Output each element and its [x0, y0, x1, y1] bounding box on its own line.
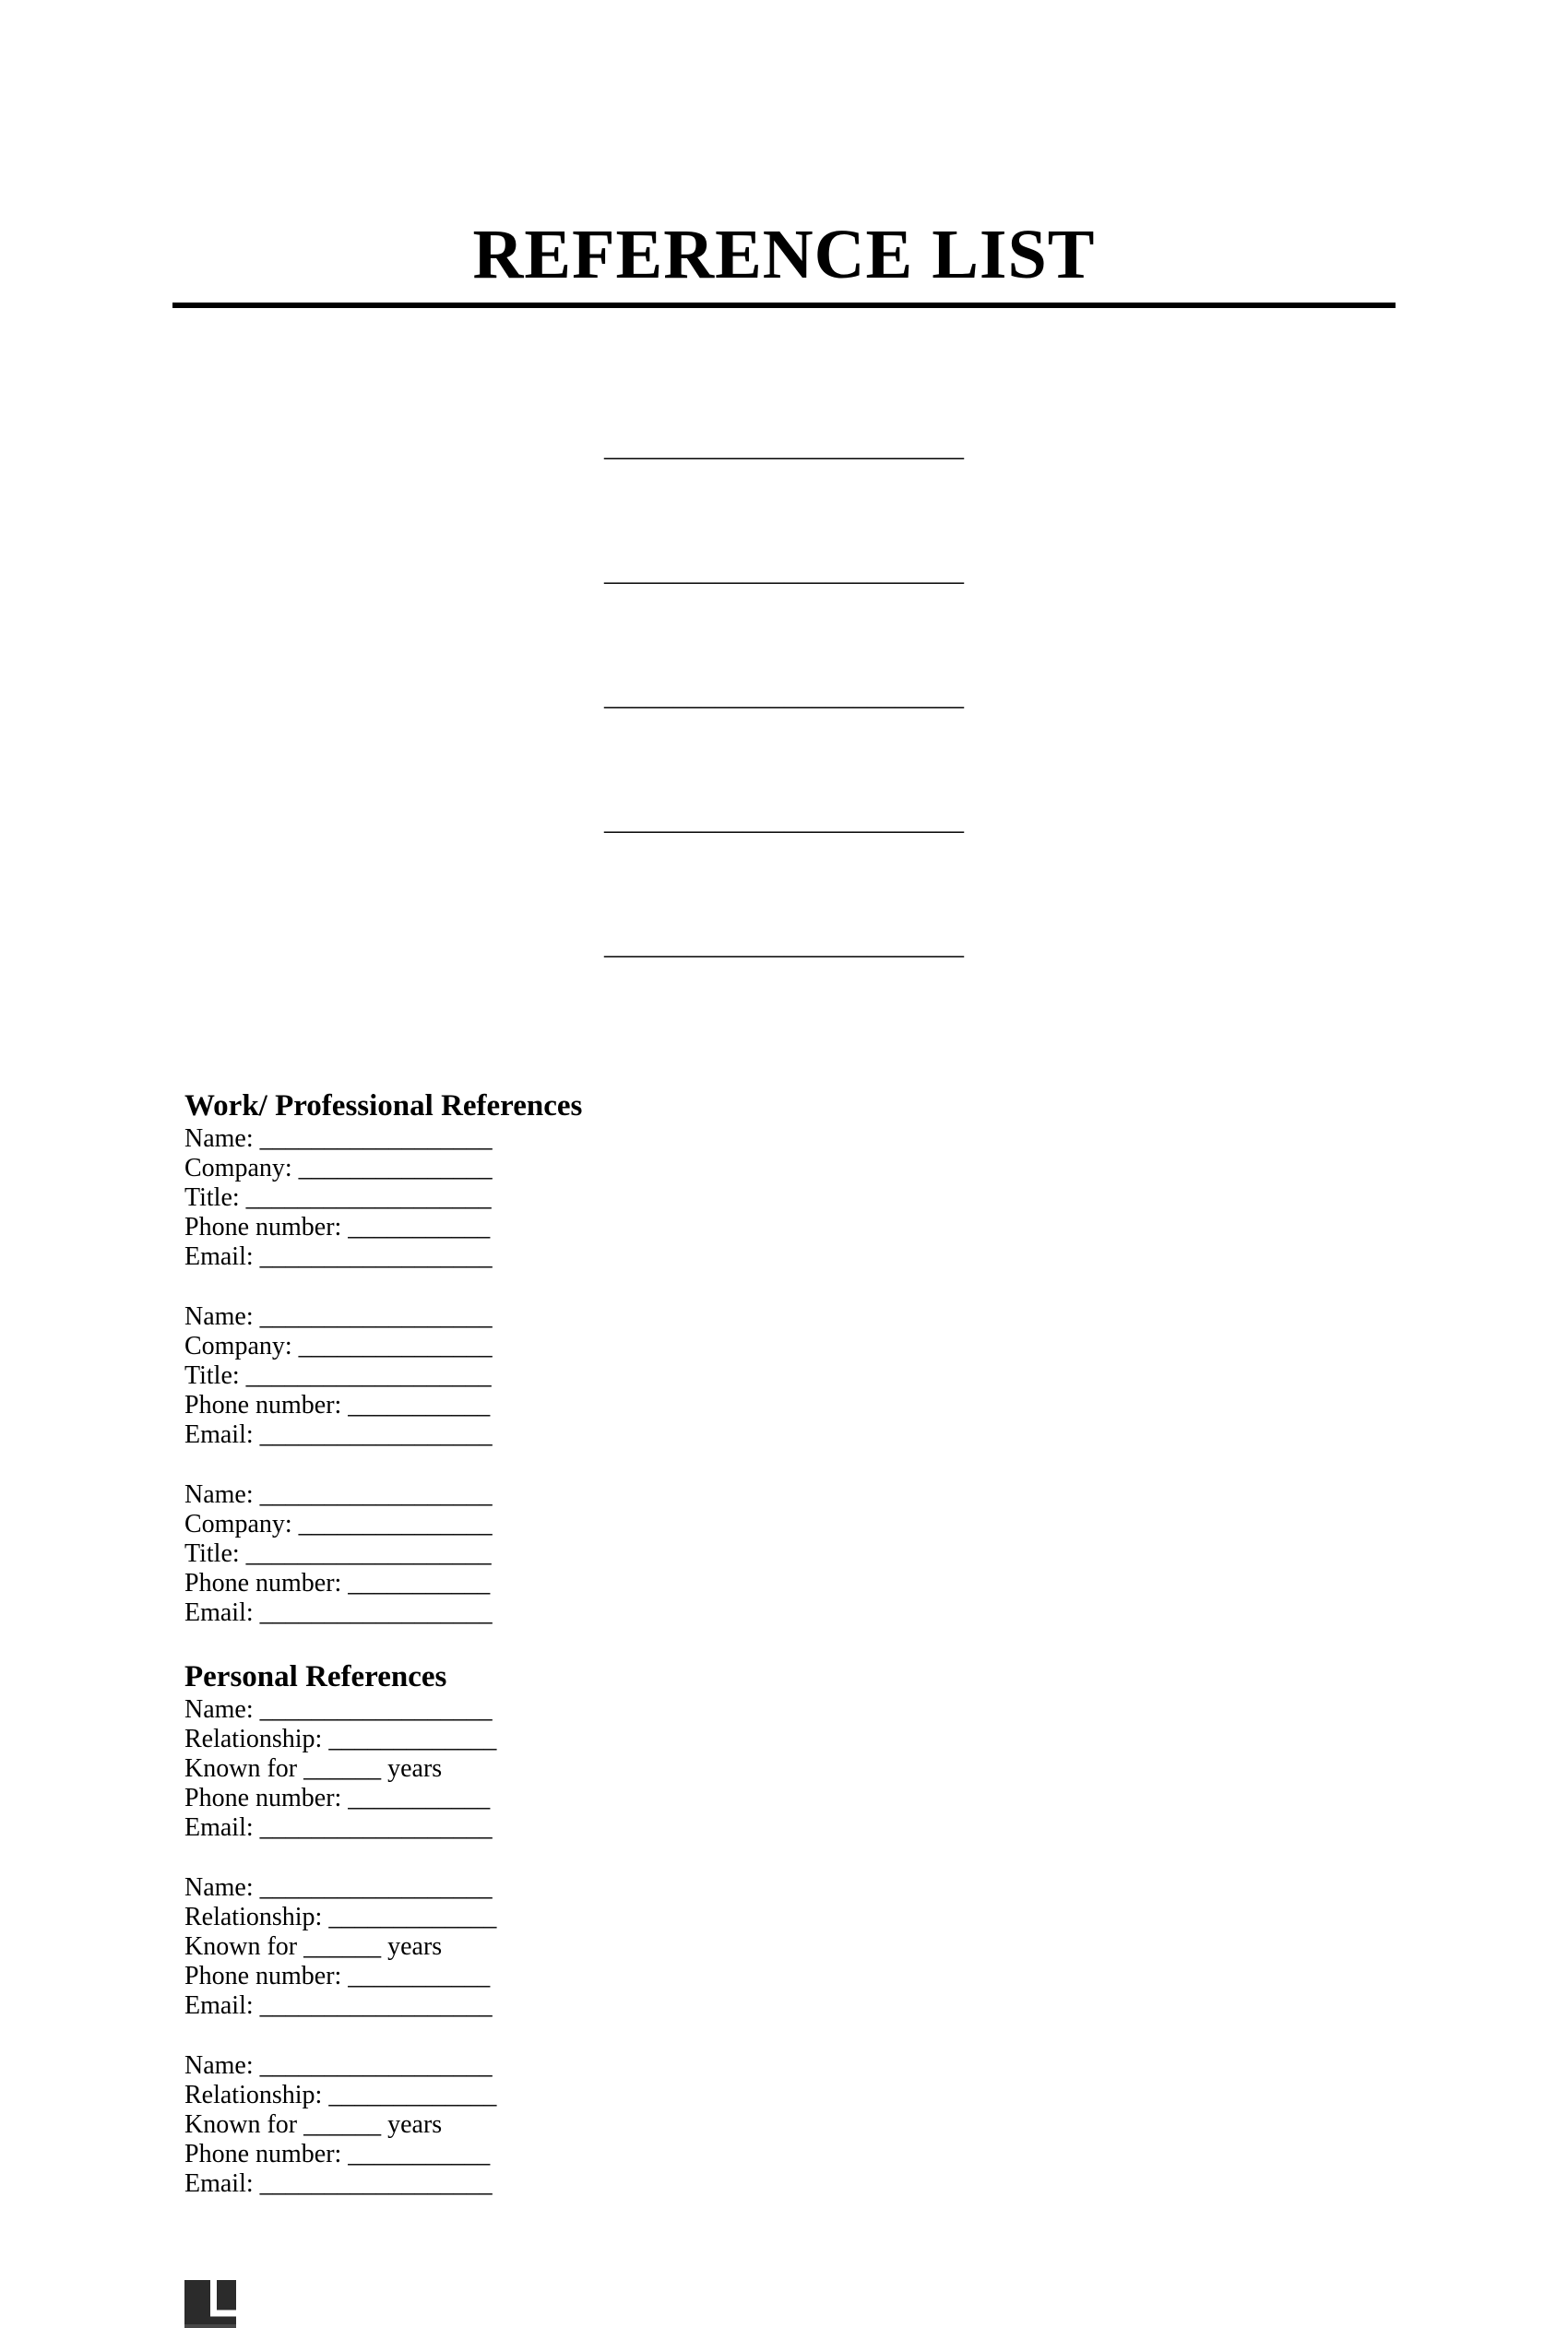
l-mark-icon: [184, 2280, 236, 2328]
field-row-name: Name: __________________: [184, 1695, 493, 1724]
document-body: [184, 1057, 1568, 2199]
field-row-email: Email: __________________: [184, 2169, 493, 2198]
header-blank-line: __________________________: [604, 805, 964, 836]
field-row-phone: Phone number: ___________: [184, 1213, 491, 1241]
header-blank-line: __________________________: [604, 432, 964, 462]
field-row-title: Title: ___________________: [184, 1539, 492, 1568]
section-heading-work: Work/ Professional References: [184, 1089, 583, 1122]
field-row-name: Name: __________________: [184, 1873, 493, 1902]
section-work-references: [184, 1087, 1568, 1628]
header-blank-line: __________________________: [604, 556, 964, 587]
legal-templates-logo: [184, 2280, 236, 2328]
header-blank-lines: [0, 343, 1568, 1049]
document-title: REFERENCE LIST: [472, 216, 1096, 293]
field-row-company: Company: _______________: [184, 1154, 493, 1182]
field-row-name: Name: __________________: [184, 1124, 493, 1153]
field-row-relationship: Relationship: _____________: [184, 2081, 497, 2109]
personal-reference-block-2: [184, 1873, 1568, 2021]
field-row-company: Company: _______________: [184, 1332, 493, 1360]
section-heading-personal: Personal References: [184, 1660, 447, 1693]
header-blank-line: __________________________: [604, 930, 964, 960]
field-row-email: Email: __________________: [184, 1420, 493, 1449]
field-row-phone: Phone number: ___________: [184, 2140, 491, 2168]
field-row-company: Company: _______________: [184, 1510, 493, 1538]
field-row-email: Email: __________________: [184, 1813, 493, 1842]
field-row-relationship: Relationship: _____________: [184, 1903, 497, 1931]
personal-reference-block-1: [184, 1695, 1568, 1843]
field-row-known-for: Known for ______ years: [184, 1754, 443, 1783]
field-row-name: Name: __________________: [184, 1302, 493, 1331]
field-row-title: Title: ___________________: [184, 1361, 492, 1390]
field-row-phone: Phone number: ___________: [184, 1962, 491, 1990]
field-row-phone: Phone number: ___________: [184, 1391, 491, 1419]
field-row-relationship: Relationship: _____________: [184, 1725, 497, 1753]
field-row-known-for: Known for ______ years: [184, 1932, 443, 1961]
field-row-email: Email: __________________: [184, 1242, 493, 1271]
work-reference-block-3: [184, 1480, 1568, 1628]
field-row-phone: Phone number: ___________: [184, 1569, 491, 1598]
title-rule: [172, 303, 1396, 308]
work-reference-block-2: [184, 1302, 1568, 1450]
field-row-known-for: Known for ______ years: [184, 2110, 443, 2139]
field-row-name: Name: __________________: [184, 2051, 493, 2080]
section-personal-references: [184, 1658, 1568, 2199]
field-row-name: Name: __________________: [184, 1480, 493, 1509]
field-row-email: Email: __________________: [184, 1991, 493, 2020]
header-blank-line: __________________________: [604, 681, 964, 711]
field-row-title: Title: ___________________: [184, 1183, 492, 1212]
field-row-phone: Phone number: ___________: [184, 1784, 491, 1812]
work-reference-block-1: [184, 1124, 1568, 1272]
personal-reference-block-3: [184, 2051, 1568, 2199]
field-row-email: Email: __________________: [184, 1598, 493, 1627]
